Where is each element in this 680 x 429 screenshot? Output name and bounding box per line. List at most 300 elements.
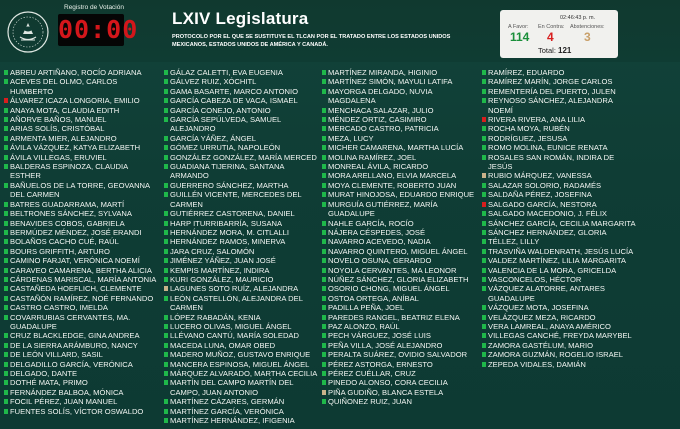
vote-indicator-icon <box>322 286 326 291</box>
legislator-name: GUADALUPE <box>328 209 375 219</box>
legislator-entry <box>164 190 317 199</box>
legislator-name: MOLINA RAMÍREZ, JOEL <box>328 152 417 162</box>
legislator-name: LEÓN CASTELLÓN, ALEJANDRA DEL <box>170 293 303 303</box>
legislator-name: RIVERA RIVERA, ANA LILIA <box>488 115 586 125</box>
legislator-entry <box>164 124 317 133</box>
legislator-name: RUBIO MÁRQUEZ, VANESSA <box>488 171 592 181</box>
legislator-name: ÁVILA VÁZQUEZ, KATYA ELIZABETH <box>10 143 141 153</box>
legislator-entry <box>322 115 474 124</box>
legislator-name: HERNÁNDEZ RAMOS, MINERVA <box>170 237 286 247</box>
tally-clock: 02:46:43 p. m. <box>560 15 596 21</box>
vote-indicator-icon <box>4 390 8 395</box>
vote-indicator-icon <box>164 164 168 169</box>
legislator-name: MURGUÍA GUTIÉRREZ, MARÍA <box>328 199 438 209</box>
vote-indicator-icon <box>322 249 326 254</box>
legislator-entry <box>164 134 317 143</box>
vote-indicator-icon <box>164 371 168 376</box>
legislator-name: DEL CARMEN <box>10 190 60 200</box>
legislator-entry <box>482 266 636 275</box>
legislator-entry <box>164 247 317 256</box>
vote-indicator-icon <box>4 211 8 216</box>
legislator-name: MAGDALENA <box>328 96 376 106</box>
vote-indicator-icon <box>4 296 8 301</box>
legislator-entry <box>482 360 636 369</box>
legislator-name: MACEDA LUNA, OMAR OBED <box>170 340 276 350</box>
legislator-entry <box>482 115 636 124</box>
vote-indicator-icon <box>4 79 8 84</box>
legislator-entry <box>164 153 317 162</box>
vote-indicator-icon <box>4 173 8 178</box>
vote-indicator-icon <box>322 343 326 348</box>
legislator-entry <box>482 124 636 133</box>
legislator-name: KURI GONZÁLEZ, MAURICIO <box>170 274 274 284</box>
legislator-name: MEZA, LUCY <box>328 133 374 143</box>
legislator-entry <box>164 275 317 284</box>
legislator-entry <box>482 294 636 303</box>
total-count: 121 <box>558 46 572 55</box>
legislator-name: GUERRERO SÁNCHEZ, MARTHA <box>170 180 289 190</box>
legislator-entry <box>322 397 474 406</box>
legislator-name: HERNÁNDEZ MORA, M. CITLALLI <box>170 227 289 237</box>
legislator-name: GUTIÉRREZ CASTORENA, DANIEL <box>170 209 295 219</box>
legislator-name: NOVELO OSUNA, GERARDO <box>328 256 432 266</box>
legislator-entry <box>4 77 156 86</box>
legislator-entry <box>482 77 636 86</box>
legislator-name: GÁLAZ CALETTI, EVA EUGENIA <box>170 68 283 77</box>
vote-indicator-icon <box>164 305 168 310</box>
vote-indicator-icon <box>322 315 326 320</box>
legislator-name: MAYORGA DELGADO, NUVIA <box>328 86 433 96</box>
legislator-name: GONZÁLEZ GONZÁLEZ, MARÍA MERCED <box>170 152 317 162</box>
legislator-entry <box>164 360 317 369</box>
legislator-name: GÁLVEZ RUIZ, XÓCHITL <box>170 77 257 87</box>
vote-indicator-icon <box>322 268 326 273</box>
legislator-entry <box>164 303 317 312</box>
legislator-name: VASCONCELOS, HÉCTOR <box>488 274 582 284</box>
legislator-entry <box>322 68 474 77</box>
legislator-entry <box>482 106 636 115</box>
vote-indicator-icon <box>322 108 326 113</box>
vote-indicator-icon <box>322 390 326 395</box>
legislator-entry <box>164 68 317 77</box>
legislator-entry <box>4 369 156 378</box>
legislator-entry <box>482 87 636 96</box>
legislator-name: ROCHA MOYA, RUBÉN <box>488 124 570 134</box>
vote-indicator-icon <box>482 145 486 150</box>
vote-indicator-icon <box>4 277 8 282</box>
legislator-name: CARMEN <box>170 303 203 313</box>
legislator-entry <box>322 247 474 256</box>
timer-value: 00:00 <box>58 15 139 44</box>
legislator-entry <box>4 143 156 152</box>
legislator-entry <box>322 209 474 218</box>
legislator-entry <box>164 294 317 303</box>
vote-indicator-icon <box>322 230 326 235</box>
legislator-name: DE LA SIERRA ARÁMBURO, NANCY <box>10 340 138 350</box>
legislator-name: FUENTES SOLÍS, VÍCTOR OSWALDO <box>10 406 144 416</box>
legislator-entry <box>482 350 636 359</box>
legislator-entry <box>4 322 156 331</box>
legislator-columns <box>0 68 680 429</box>
legislator-name: NAVARRO ACEVEDO, NADIA <box>328 237 431 247</box>
legislator-name: TRASVIÑA WALDENRATH, JESÚS LUCÍA <box>488 246 634 256</box>
vote-indicator-icon <box>482 230 486 235</box>
vote-indicator-icon <box>482 352 486 357</box>
legislator-name: GUADALUPE <box>10 321 57 331</box>
total-label: Total: <box>538 46 556 55</box>
legislator-name: MARTÍNEZ HERNÁNDEZ, IFIGENIA <box>170 416 295 426</box>
legislator-name: MANCERA ESPINOSA, MIGUEL ÁNGEL <box>170 359 310 369</box>
legislator-entry <box>4 171 156 180</box>
vote-indicator-icon <box>4 192 8 197</box>
vote-indicator-icon <box>4 70 8 75</box>
vote-indicator-icon <box>4 333 8 338</box>
vote-indicator-icon <box>4 399 8 404</box>
vote-indicator-icon <box>4 221 8 226</box>
legislator-name: GUILLÉN VICENTE, MERCEDES DEL <box>170 190 302 200</box>
abst-label: Abstenciones: <box>570 24 605 30</box>
abst-count: 3 <box>584 30 591 44</box>
vote-indicator-icon <box>482 155 486 160</box>
vote-indicator-icon <box>4 155 8 160</box>
legislator-column-3 <box>322 68 474 407</box>
vote-indicator-icon <box>164 418 168 423</box>
legislator-entry <box>322 190 474 199</box>
legislator-name: NÚÑEZ SÁNCHEZ, GLORIA ELIZABETH <box>328 274 469 284</box>
legislator-name: GAMA BASARTE, MARCO ANTONIO <box>170 86 298 96</box>
legislator-name: HUMBERTO <box>10 86 54 96</box>
legislator-entry <box>4 284 156 293</box>
vote-indicator-icon <box>482 108 486 113</box>
legislator-name: ESTHER <box>10 171 41 181</box>
legislator-name: MICHER CAMARENA, MARTHA LUCÍA <box>328 143 464 153</box>
legislator-entry <box>4 294 156 303</box>
vote-indicator-icon <box>4 362 8 367</box>
legislator-name: RAMÍREZ MARÍN, JORGE CARLOS <box>488 77 613 87</box>
vote-indicator-icon <box>164 296 168 301</box>
legislator-entry <box>164 369 317 378</box>
legislator-name: MARTÍNEZ SIMÓN, MAYULI LATIFA <box>328 77 453 87</box>
legislator-name: ACEVES DEL OLMO, CARLOS <box>10 77 118 87</box>
legislator-entry <box>4 350 156 359</box>
legislator-name: ARMENTA MIER, ALEJANDRO <box>10 133 117 143</box>
legislator-entry <box>482 228 636 237</box>
legislator-entry <box>4 247 156 256</box>
vote-indicator-icon <box>482 221 486 226</box>
legislator-name: BAÑUELOS DE LA TORRE, GEOVANNA <box>10 180 151 190</box>
vote-indicator-icon <box>482 324 486 329</box>
legislator-name: FERNÁNDEZ BALBOA, MÓNICA <box>10 387 124 397</box>
vote-indicator-icon <box>4 239 8 244</box>
vote-indicator-icon <box>482 249 486 254</box>
vote-indicator-icon <box>164 324 168 329</box>
legislator-name: ABREU ARTIÑANO, ROCÍO ADRIANA <box>10 68 142 77</box>
legislator-name: MARTÍNEZ MIRANDA, HIGINIO <box>328 68 438 77</box>
legislator-entry <box>4 407 156 416</box>
vote-indicator-icon <box>164 108 168 113</box>
vote-indicator-icon <box>482 98 486 103</box>
vote-indicator-icon <box>322 380 326 385</box>
legislator-name: DOTHÉ MATA, PRIMO <box>10 378 88 388</box>
legislator-name: PECH VÁRGUEZ, JOSÉ LUIS <box>328 331 431 341</box>
legislator-entry <box>164 266 317 275</box>
contra-count: 4 <box>547 30 554 44</box>
vote-indicator-icon <box>322 399 326 404</box>
legislator-entry <box>4 313 156 322</box>
legislator-entry <box>164 171 317 180</box>
legislator-entry <box>4 341 156 350</box>
vote-indicator-icon <box>164 249 168 254</box>
vote-indicator-icon <box>4 249 8 254</box>
legislator-name: PERALTA SUÁREZ, OVIDIO SALVADOR <box>328 350 468 360</box>
legislator-name: PAZ ALONZO, RAÚL <box>328 321 400 331</box>
legislator-name: ARMANDO <box>170 171 209 181</box>
vote-indicator-icon <box>322 70 326 75</box>
legislator-entry <box>4 228 156 237</box>
vote-indicator-icon <box>164 230 168 235</box>
legislator-name: RODRÍGUEZ, JESUSA <box>488 133 568 143</box>
legislator-name: CÁRDENAS MARISCAL, MARÍA ANTONIA <box>10 274 157 284</box>
legislator-name: VALENCIA DE LA MORA, GRICELDA <box>488 265 617 275</box>
legislator-entry <box>4 266 156 275</box>
legislator-name: MOYA CLEMENTE, ROBERTO JUAN <box>328 180 457 190</box>
vote-indicator-icon <box>322 305 326 310</box>
legislator-entry <box>4 256 156 265</box>
legislator-entry <box>4 378 156 387</box>
mexican-coat-of-arms-icon <box>6 10 50 54</box>
legislator-entry <box>482 313 636 322</box>
legislator-name: BENAVIDES COBOS, GABRIELA <box>10 218 125 228</box>
vote-indicator-icon <box>322 371 326 376</box>
legislator-entry <box>322 181 474 190</box>
legislator-name: HARP ITURRIBARRÍA, SUSANA <box>170 218 283 228</box>
legislator-name: COVARRUBIAS CERVANTES, MA. <box>10 312 131 322</box>
legislator-entry <box>322 378 474 387</box>
legislator-entry <box>4 303 156 312</box>
vote-indicator-icon <box>322 183 326 188</box>
vote-indicator-icon <box>164 286 168 291</box>
legislator-entry <box>322 294 474 303</box>
legislator-entry <box>482 219 636 228</box>
legislator-name: PIÑA GUDIÑO, BLANCA ESTELA <box>328 387 444 397</box>
vote-indicator-icon <box>4 164 8 169</box>
legislator-name: CAMINO FARJAT, VERÓNICA NOEMÍ <box>10 256 140 266</box>
vote-indicator-icon <box>164 277 168 282</box>
legislator-entry <box>482 256 636 265</box>
legislator-entry <box>4 219 156 228</box>
vote-indicator-icon <box>164 352 168 357</box>
legislator-name: MARTÍN DEL CAMPO MARTÍN DEL <box>170 378 294 388</box>
legislator-name: GARCÍA CONEJO, ANTONIO <box>170 105 271 115</box>
legislator-name: BOLAÑOS CACHO CUÉ, RAÚL <box>10 237 119 247</box>
legislator-entry <box>322 162 474 171</box>
legislator-entry <box>164 237 317 246</box>
total-row <box>538 46 571 55</box>
legislator-name: ZAMORA GASTÉLUM, MARIO <box>488 340 594 350</box>
legislator-name: ROMO MOLINA, EUNICE RENATA <box>488 143 608 153</box>
vote-indicator-icon <box>482 192 486 197</box>
vote-indicator-icon <box>322 239 326 244</box>
legislator-name: MONREAL ÁVILA, RICARDO <box>328 162 429 172</box>
vote-indicator-icon <box>482 70 486 75</box>
vote-indicator-icon <box>322 277 326 282</box>
legislator-entry <box>4 275 156 284</box>
vote-indicator-icon <box>482 268 486 273</box>
legislator-name: MARTÍNEZ CÁZARES, GERMÁN <box>170 397 285 407</box>
legislator-name: LUCERO OLIVAS, MIGUEL ÁNGEL <box>170 321 292 331</box>
legislator-entry <box>4 96 156 105</box>
legislator-entry <box>164 143 317 152</box>
vote-indicator-icon <box>322 296 326 301</box>
legislator-name: JESÚS <box>488 162 513 172</box>
legislator-name: NÁJERA CÉSPEDES, JOSÉ <box>328 227 426 237</box>
vote-indicator-icon <box>482 164 486 169</box>
legislator-name: BERMÚDEZ MÉNDEZ, JOSÉ ERANDI <box>10 227 142 237</box>
vote-indicator-icon <box>482 79 486 84</box>
legislator-name: JARA CRUZ, SALOMÓN <box>170 246 255 256</box>
legislator-entry <box>322 87 474 96</box>
legislator-entry <box>482 96 636 105</box>
vote-indicator-icon <box>164 362 168 367</box>
legislator-entry <box>322 228 474 237</box>
vote-indicator-icon <box>4 117 8 122</box>
vote-indicator-icon <box>482 136 486 141</box>
legislator-entry <box>164 87 317 96</box>
legislator-entry <box>482 68 636 77</box>
legislator-entry <box>4 162 156 171</box>
legislator-name: JIMÉNEZ YÁÑEZ, JUAN JOSÉ <box>170 256 276 266</box>
legislator-entry <box>4 360 156 369</box>
vote-indicator-icon <box>482 343 486 348</box>
legislator-name: CRUZ BLACKLEDGE, GINA ANDREA <box>10 331 140 341</box>
legislator-entry <box>482 284 636 293</box>
legislator-name: KEMPIS MARTÍNEZ, INDIRA <box>170 265 270 275</box>
legislator-entry <box>322 313 474 322</box>
vote-indicator-icon <box>4 343 8 348</box>
legislator-name: REMENTERÍA DEL PUERTO, JULEN <box>488 86 616 96</box>
vote-indicator-icon <box>164 315 168 320</box>
vote-indicator-icon <box>164 136 168 141</box>
legislator-name: ZAMORA GUZMÁN, ROGELIO ISRAEL <box>488 350 624 360</box>
vote-indicator-icon <box>322 89 326 94</box>
legislator-name: GARCÍA CABEZA DE VACA, ISMAEL <box>170 96 298 106</box>
legislator-entry <box>482 275 636 284</box>
legislator-entry <box>164 228 317 237</box>
legislator-entry <box>322 200 474 209</box>
legislator-name: TÉLLEZ, LILLY <box>488 237 540 247</box>
legislator-entry <box>482 331 636 340</box>
legislator-entry <box>322 360 474 369</box>
legislator-name: ÁLVAREZ ICAZA LONGORIA, EMILIO <box>10 96 140 106</box>
legislator-entry <box>322 143 474 152</box>
vote-indicator-icon <box>164 192 168 197</box>
legislator-entry <box>322 331 474 340</box>
legislator-name: VILLEGAS CANCHÉ, FREYDA MARYBEL <box>488 331 632 341</box>
legislator-name: PÉREZ CUÉLLAR, CRUZ <box>328 369 416 378</box>
vote-indicator-icon <box>4 145 8 150</box>
legislator-name: SÁNCHEZ HERNÁNDEZ, GLORIA <box>488 227 607 237</box>
vote-indicator-icon <box>482 239 486 244</box>
legislator-entry <box>164 96 317 105</box>
legislator-entry <box>322 266 474 275</box>
legislator-entry <box>482 134 636 143</box>
legislator-entry <box>4 209 156 218</box>
legislator-name: VERA LAMREAL, ANAYA AMÉRICO <box>488 321 611 331</box>
vote-indicator-icon <box>164 89 168 94</box>
legislator-name: BOURS GRIFFITH, ARTURO <box>10 246 110 256</box>
legislator-name: ROSALES SAN ROMÁN, INDIRA DE <box>488 152 615 162</box>
legislator-entry <box>322 134 474 143</box>
vote-indicator-icon <box>322 352 326 357</box>
legislator-name: GUADALUPE <box>488 293 535 303</box>
legislator-name: PADILLA PEÑA, JOEL <box>328 303 405 313</box>
vote-indicator-icon <box>482 126 486 131</box>
legislator-entry <box>322 284 474 293</box>
vote-indicator-icon <box>164 258 168 263</box>
legislator-name: CASTAÑEDA HOEFLICH, CLEMENTE <box>10 284 142 294</box>
legislator-entry <box>4 397 156 406</box>
legislator-name: RAMÍREZ, EDUARDO <box>488 68 565 77</box>
vote-indicator-icon <box>4 371 8 376</box>
favor-label: A Favor: <box>508 24 529 30</box>
legislator-name: MERCADO CASTRO, PATRICIA <box>328 124 439 134</box>
legislator-name: ZEPEDA VIDALES, DAMIÁN <box>488 359 586 369</box>
legislator-name: SALGADO MACEDONIO, J. FÉLIX <box>488 209 607 219</box>
legislator-entry <box>164 284 317 293</box>
contra-label: En Contra: <box>538 24 565 30</box>
vote-indicator-icon <box>322 136 326 141</box>
legislator-entry <box>322 153 474 162</box>
legislator-name: GARCÍA SEPÚLVEDA, SAMUEL <box>170 115 282 125</box>
legislator-entry <box>164 219 317 228</box>
legislator-name: VÁZQUEZ ALATORRE, ANTARES <box>488 284 605 294</box>
vote-indicator-icon <box>482 183 486 188</box>
legislator-name: MÉNDEZ ORTIZ, CASIMIRO <box>328 115 427 125</box>
vote-indicator-icon <box>4 380 8 385</box>
legislator-entry <box>164 341 317 350</box>
vote-indicator-icon <box>322 79 326 84</box>
vote-indicator-icon <box>4 324 8 329</box>
vote-indicator-icon <box>322 202 326 207</box>
vote-indicator-icon <box>482 315 486 320</box>
vote-indicator-icon <box>164 155 168 160</box>
vote-indicator-icon <box>164 145 168 150</box>
legislator-entry <box>4 134 156 143</box>
legislator-name: CASTRO CASTRO, IMELDA <box>10 303 108 313</box>
legislator-name: ALEJANDRO <box>170 124 216 134</box>
vote-indicator-icon <box>4 315 8 320</box>
vote-indicator-icon <box>4 268 8 273</box>
legislator-entry <box>164 181 317 190</box>
legislator-entry <box>322 106 474 115</box>
vote-indicator-icon <box>4 409 8 414</box>
legislator-entry <box>164 106 317 115</box>
vote-indicator-icon <box>4 126 8 131</box>
vote-indicator-icon <box>164 183 168 188</box>
vote-indicator-icon <box>164 221 168 226</box>
legislator-name: LÓPEZ RABADÁN, KENIA <box>170 312 261 322</box>
board-header <box>0 0 680 62</box>
vote-indicator-icon <box>322 145 326 150</box>
legislator-entry <box>482 237 636 246</box>
vote-indicator-icon <box>4 183 8 188</box>
legislator-name: LAGUNES SOTO RUÍZ, ALEJANDRA <box>170 284 299 294</box>
vote-indicator-icon <box>482 296 486 301</box>
vote-indicator-icon <box>482 305 486 310</box>
legislator-name: MENCHACA SALAZAR, JULIO <box>328 105 434 115</box>
legislator-name: PAREDES RANGEL, BEATRIZ ELENA <box>328 312 460 322</box>
legislator-entry <box>4 331 156 340</box>
